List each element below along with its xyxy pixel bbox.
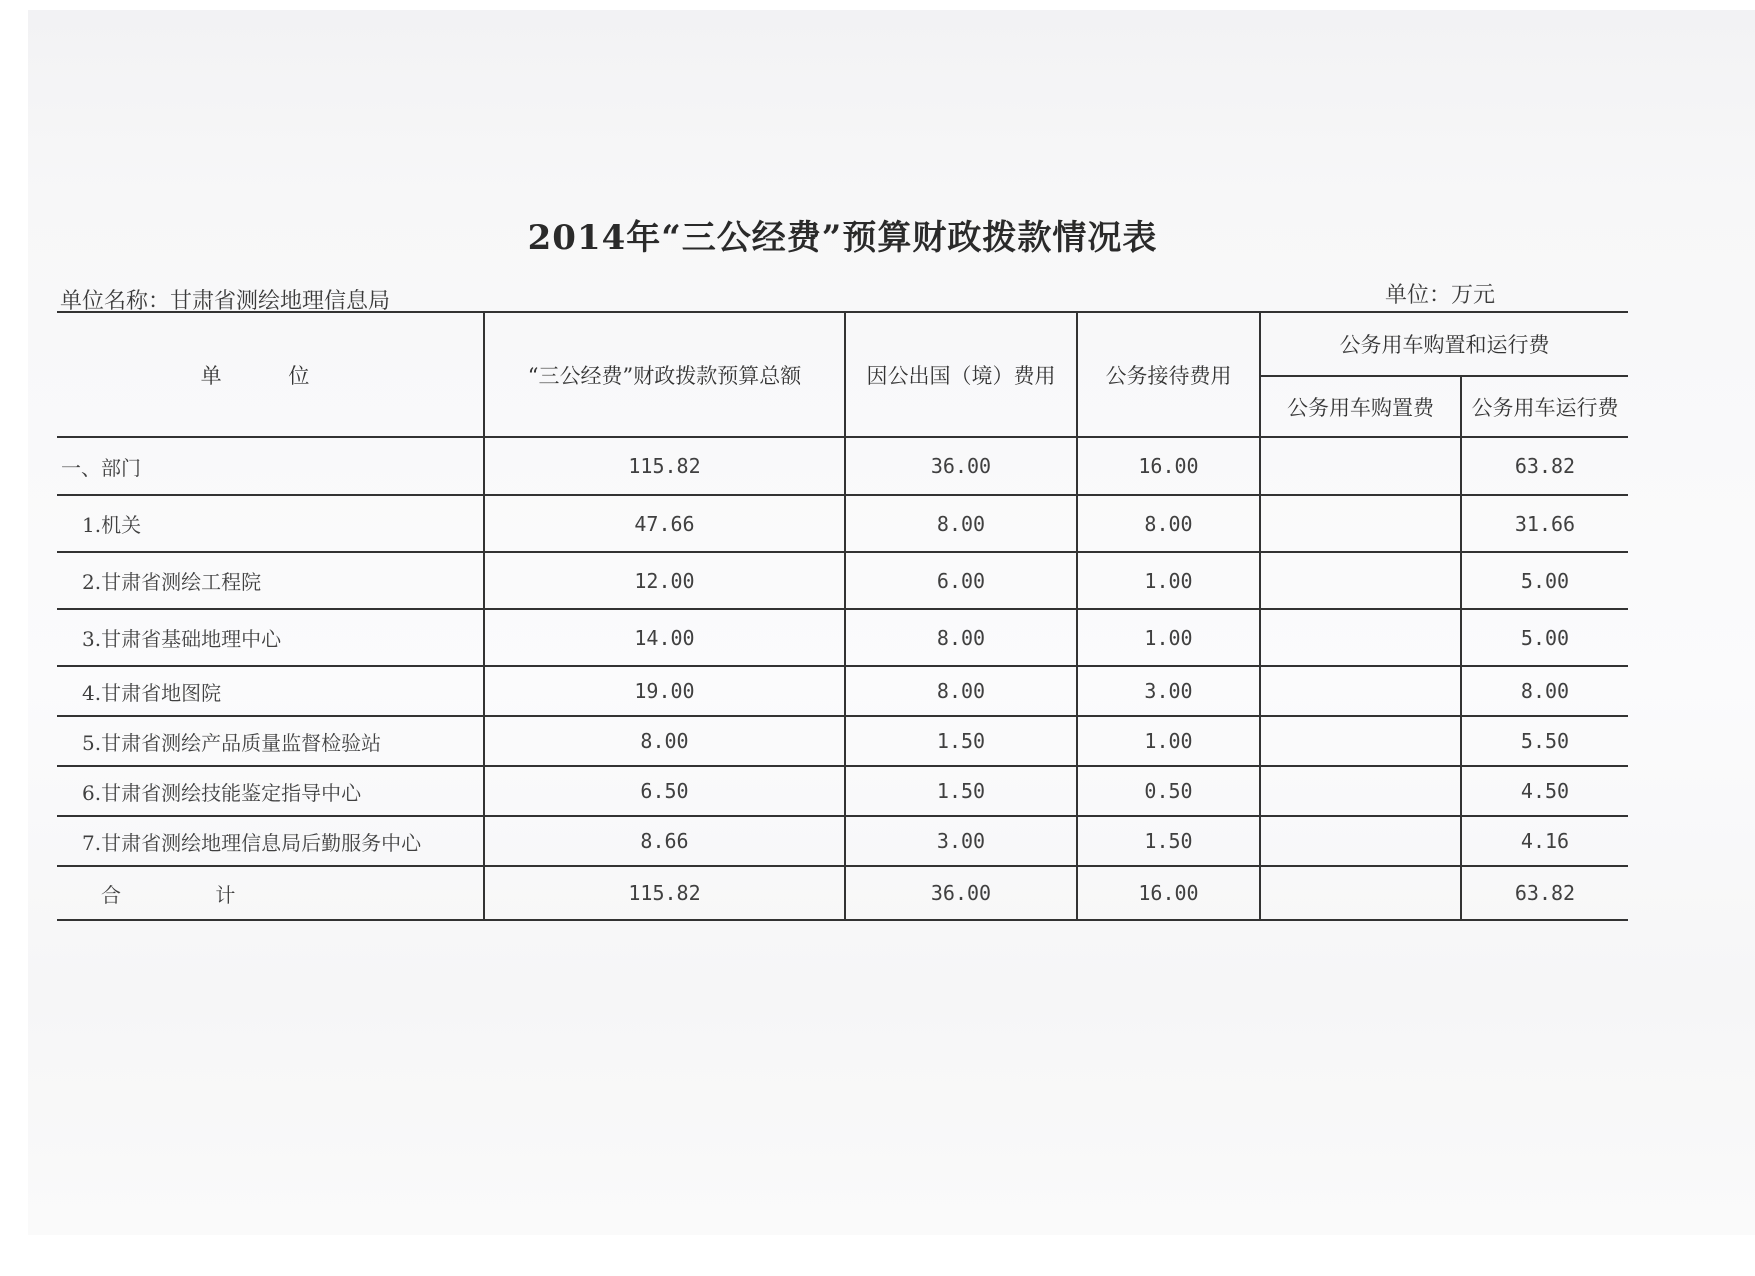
header-vehicle-operation: 公务用车运行费 bbox=[1461, 376, 1628, 437]
table-row bbox=[57, 609, 1628, 666]
row-name: 2.甘肃省测绘工程院 bbox=[57, 552, 484, 609]
cell-abroad: 3.00 bbox=[845, 816, 1077, 866]
cell-purchase bbox=[1260, 816, 1461, 866]
cell-total: 19.00 bbox=[484, 666, 845, 716]
cell-purchase bbox=[1260, 716, 1461, 766]
cell-operation: 5.00 bbox=[1461, 552, 1628, 609]
row-name: 6.甘肃省测绘技能鉴定指导中心 bbox=[57, 766, 484, 816]
cell-reception: 1.50 bbox=[1077, 816, 1260, 866]
cell-total: 115.82 bbox=[484, 866, 845, 920]
cell-abroad: 1.50 bbox=[845, 716, 1077, 766]
cell-abroad: 8.00 bbox=[845, 495, 1077, 552]
table-row bbox=[57, 816, 1628, 866]
header-unit: 单 位 bbox=[57, 312, 484, 437]
unit-label: 单位：万元 bbox=[1385, 283, 1496, 308]
row-name: 4.甘肃省地图院 bbox=[57, 666, 484, 716]
cell-total: 14.00 bbox=[484, 609, 845, 666]
cell-operation: 8.00 bbox=[1461, 666, 1628, 716]
table-total-row bbox=[57, 866, 1628, 920]
header-vehicle-purchase: 公务用车购置费 bbox=[1260, 376, 1461, 437]
cell-abroad: 36.00 bbox=[845, 437, 1077, 495]
row-name: 5.甘肃省测绘产品质量监督检验站 bbox=[57, 716, 484, 766]
cell-reception: 1.00 bbox=[1077, 609, 1260, 666]
cell-abroad: 36.00 bbox=[845, 866, 1077, 920]
table-row bbox=[57, 437, 1628, 495]
cell-operation: 63.82 bbox=[1461, 866, 1628, 920]
row-name: 一、部门 bbox=[57, 437, 484, 495]
header-vehicle-group: 公务用车购置和运行费 bbox=[1260, 312, 1628, 376]
cell-reception: 8.00 bbox=[1077, 495, 1260, 552]
cell-total: 47.66 bbox=[484, 495, 845, 552]
cell-purchase bbox=[1260, 666, 1461, 716]
table-row bbox=[57, 716, 1628, 766]
cell-operation: 4.50 bbox=[1461, 766, 1628, 816]
cell-abroad: 1.50 bbox=[845, 766, 1077, 816]
organization-label: 单位名称：甘肃省测绘地理信息局 bbox=[60, 289, 391, 314]
cell-reception: 1.00 bbox=[1077, 716, 1260, 766]
header-abroad: 因公出国（境）费用 bbox=[845, 312, 1077, 437]
budget-table bbox=[57, 311, 1628, 921]
row-name: 3.甘肃省基础地理中心 bbox=[57, 609, 484, 666]
cell-total: 12.00 bbox=[484, 552, 845, 609]
document-title: 2014年“三公经费”预算财政拨款情况表 bbox=[527, 218, 1158, 258]
cell-operation: 4.16 bbox=[1461, 816, 1628, 866]
cell-total: 8.66 bbox=[484, 816, 845, 866]
cell-purchase bbox=[1260, 866, 1461, 920]
cell-abroad: 8.00 bbox=[845, 609, 1077, 666]
table-row bbox=[57, 766, 1628, 816]
cell-purchase bbox=[1260, 552, 1461, 609]
cell-reception: 0.50 bbox=[1077, 766, 1260, 816]
header-total: “三公经费”财政拨款预算总额 bbox=[484, 312, 845, 437]
cell-abroad: 6.00 bbox=[845, 552, 1077, 609]
cell-reception: 1.00 bbox=[1077, 552, 1260, 609]
cell-purchase bbox=[1260, 437, 1461, 495]
cell-operation: 63.82 bbox=[1461, 437, 1628, 495]
row-name: 1.机关 bbox=[57, 495, 484, 552]
header-reception: 公务接待费用 bbox=[1077, 312, 1260, 437]
cell-operation: 5.50 bbox=[1461, 716, 1628, 766]
row-name: 7.甘肃省测绘地理信息局后勤服务中心 bbox=[57, 816, 484, 866]
cell-abroad: 8.00 bbox=[845, 666, 1077, 716]
cell-reception: 16.00 bbox=[1077, 437, 1260, 495]
cell-operation: 5.00 bbox=[1461, 609, 1628, 666]
cell-operation: 31.66 bbox=[1461, 495, 1628, 552]
cell-total: 8.00 bbox=[484, 716, 845, 766]
cell-total: 6.50 bbox=[484, 766, 845, 816]
cell-purchase bbox=[1260, 609, 1461, 666]
table-row bbox=[57, 495, 1628, 552]
cell-reception: 3.00 bbox=[1077, 666, 1260, 716]
cell-total: 115.82 bbox=[484, 437, 845, 495]
table-row bbox=[57, 666, 1628, 716]
cell-reception: 16.00 bbox=[1077, 866, 1260, 920]
table-row bbox=[57, 552, 1628, 609]
cell-purchase bbox=[1260, 495, 1461, 552]
total-row-label: 合 计 bbox=[57, 866, 484, 920]
cell-purchase bbox=[1260, 766, 1461, 816]
